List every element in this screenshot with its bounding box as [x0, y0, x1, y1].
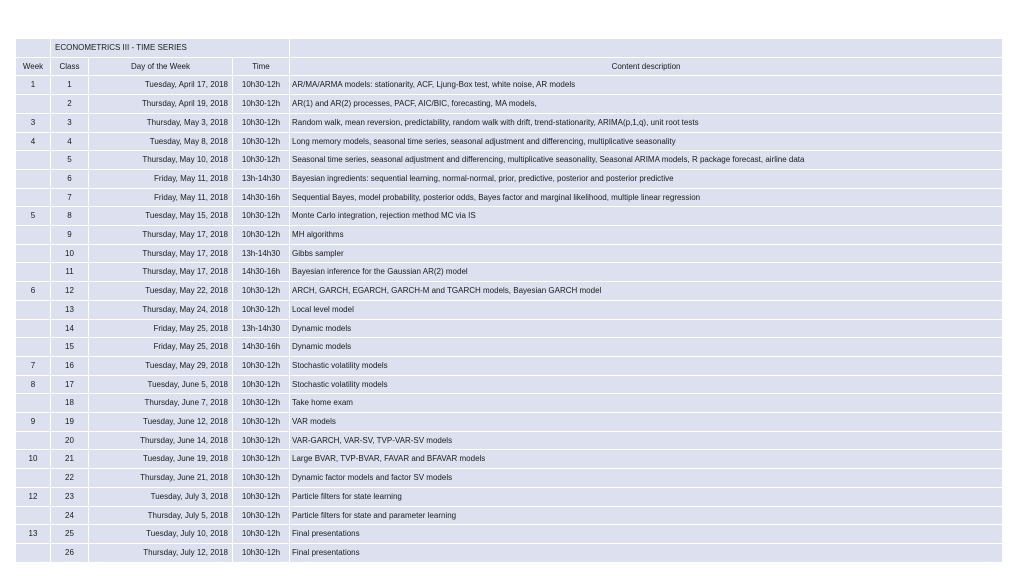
- time-cell: 10h30-12h: [233, 394, 290, 412]
- title-desc-blank-cell: [290, 39, 1002, 57]
- day-cell: Friday, May 11, 2018: [89, 189, 233, 207]
- time-cell: 10h30-12h: [233, 432, 290, 450]
- time-cell: 14h30-16h: [233, 338, 290, 356]
- description-cell: Particle filters for state learning: [290, 488, 1002, 506]
- class-cell: 9: [51, 226, 89, 244]
- description-cell: Dynamic models: [290, 320, 1002, 338]
- day-cell: Thursday, June 7, 2018: [89, 394, 233, 412]
- time-cell: 10h30-12h: [233, 151, 290, 169]
- day-cell: Tuesday, June 5, 2018: [89, 376, 233, 394]
- description-cell: Long memory models, seasonal time series, seasonal adjustment and differencing, multiplicative seasonality: [290, 133, 1002, 151]
- week-cell: [16, 170, 51, 188]
- table-row: [16, 376, 1002, 394]
- day-cell: Thursday, May 17, 2018: [89, 226, 233, 244]
- time-cell: 10h30-12h: [233, 469, 290, 487]
- day-cell: Tuesday, June 19, 2018: [89, 450, 233, 468]
- day-cell: Friday, May 25, 2018: [89, 320, 233, 338]
- class-cell: 2: [51, 95, 89, 113]
- time-cell: 10h30-12h: [233, 282, 290, 300]
- description-cell: Dynamic models: [290, 338, 1002, 356]
- class-cell: 6: [51, 170, 89, 188]
- time-cell: 13h-14h30: [233, 245, 290, 263]
- class-cell: 18: [51, 394, 89, 412]
- table-row: [16, 544, 1002, 562]
- description-cell: Bayesian ingredients: sequential learning, normal-normal, prior, predictive, posterior and posterior predictive: [290, 170, 1002, 188]
- week-cell: 10: [16, 450, 51, 468]
- class-cell: 19: [51, 413, 89, 431]
- table-row: [16, 76, 1002, 94]
- class-cell: 1: [51, 76, 89, 94]
- day-cell: Tuesday, April 17, 2018: [89, 76, 233, 94]
- schedule-table: [16, 38, 1002, 563]
- description-cell: Final presentations: [290, 525, 1002, 543]
- table-row: [16, 301, 1002, 319]
- table-row: [16, 432, 1002, 450]
- day-cell: Thursday, May 17, 2018: [89, 263, 233, 281]
- table-row: [16, 394, 1002, 412]
- table-row: [16, 413, 1002, 431]
- time-cell: 10h30-12h: [233, 450, 290, 468]
- time-cell: 14h30-16h: [233, 263, 290, 281]
- class-cell: 25: [51, 525, 89, 543]
- table-row: [16, 207, 1002, 225]
- description-cell: Seasonal time series, seasonal adjustment and differencing, multiplicative seasonality, Seasonal ARIMA models, R package forecast, airline data: [290, 151, 1002, 169]
- class-cell: 17: [51, 376, 89, 394]
- time-cell: 10h30-12h: [233, 413, 290, 431]
- week-cell: 5: [16, 207, 51, 225]
- header-week: Week: [16, 58, 51, 76]
- description-cell: ARCH, GARCH, EGARCH, GARCH-M and TGARCH models, Bayesian GARCH model: [290, 282, 1002, 300]
- table-row: [16, 507, 1002, 525]
- description-cell: AR(1) and AR(2) processes, PACF, AIC/BIC, forecasting, MA models,: [290, 95, 1002, 113]
- week-cell: 9: [16, 413, 51, 431]
- week-cell: [16, 189, 51, 207]
- class-cell: 22: [51, 469, 89, 487]
- time-cell: 10h30-12h: [233, 357, 290, 375]
- description-cell: Random walk, mean reversion, predictability, random walk with drift, trend-stationarity, ARIMA(p,1,q), unit root tests: [290, 114, 1002, 132]
- time-cell: 10h30-12h: [233, 226, 290, 244]
- time-cell: 10h30-12h: [233, 95, 290, 113]
- description-cell: Local level model: [290, 301, 1002, 319]
- time-cell: 10h30-12h: [233, 376, 290, 394]
- class-cell: 24: [51, 507, 89, 525]
- table-row: [16, 525, 1002, 543]
- header-description: Content description: [290, 58, 1002, 76]
- description-cell: Sequential Bayes, model probability, posterior odds, Bayes factor and marginal likelihood, multiple linear regression: [290, 189, 1002, 207]
- class-cell: 21: [51, 450, 89, 468]
- week-cell: 4: [16, 133, 51, 151]
- description-cell: AR/MA/ARMA models: stationarity, ACF, Ljung-Box test, white noise, AR models: [290, 76, 1002, 94]
- day-cell: Tuesday, July 3, 2018: [89, 488, 233, 506]
- class-cell: 7: [51, 189, 89, 207]
- day-cell: Friday, May 25, 2018: [89, 338, 233, 356]
- day-cell: Thursday, July 12, 2018: [89, 544, 233, 562]
- description-cell: Bayesian inference for the Gaussian AR(2) model: [290, 263, 1002, 281]
- table-row: [16, 338, 1002, 356]
- week-cell: [16, 301, 51, 319]
- class-cell: 16: [51, 357, 89, 375]
- description-cell: VAR models: [290, 413, 1002, 431]
- table-row: [16, 226, 1002, 244]
- class-cell: 5: [51, 151, 89, 169]
- week-cell: 12: [16, 488, 51, 506]
- day-cell: Thursday, May 10, 2018: [89, 151, 233, 169]
- time-cell: 10h30-12h: [233, 544, 290, 562]
- week-cell: [16, 394, 51, 412]
- table-row: [16, 133, 1002, 151]
- week-cell: [16, 95, 51, 113]
- class-cell: 14: [51, 320, 89, 338]
- title-row: [16, 39, 1002, 57]
- day-cell: Thursday, May 3, 2018: [89, 114, 233, 132]
- class-cell: 3: [51, 114, 89, 132]
- table-row: [16, 357, 1002, 375]
- class-cell: 13: [51, 301, 89, 319]
- day-cell: Tuesday, May 22, 2018: [89, 282, 233, 300]
- table-row: [16, 320, 1002, 338]
- class-cell: 20: [51, 432, 89, 450]
- class-cell: 23: [51, 488, 89, 506]
- time-cell: 10h30-12h: [233, 488, 290, 506]
- time-cell: 10h30-12h: [233, 114, 290, 132]
- description-cell: Stochastic volatility models: [290, 376, 1002, 394]
- schedule-table-body: [16, 39, 1002, 562]
- table-row: [16, 263, 1002, 281]
- week-cell: [16, 226, 51, 244]
- week-cell: [16, 338, 51, 356]
- class-cell: 12: [51, 282, 89, 300]
- description-cell: Final presentations: [290, 544, 1002, 562]
- schedule-sheet: [16, 38, 1002, 563]
- header-row: [16, 58, 1002, 76]
- header-day: Day of the Week: [89, 58, 233, 76]
- description-cell: Dynamic factor models and factor SV models: [290, 469, 1002, 487]
- class-cell: 10: [51, 245, 89, 263]
- table-row: [16, 189, 1002, 207]
- week-cell: [16, 320, 51, 338]
- day-cell: Thursday, May 24, 2018: [89, 301, 233, 319]
- week-cell: 1: [16, 76, 51, 94]
- week-cell: [16, 432, 51, 450]
- time-cell: 10h30-12h: [233, 133, 290, 151]
- day-cell: Tuesday, May 29, 2018: [89, 357, 233, 375]
- class-cell: 8: [51, 207, 89, 225]
- description-cell: Gibbs sampler: [290, 245, 1002, 263]
- header-class: Class: [51, 58, 89, 76]
- week-cell: [16, 469, 51, 487]
- week-cell: 8: [16, 376, 51, 394]
- table-row: [16, 151, 1002, 169]
- week-cell: [16, 507, 51, 525]
- day-cell: Thursday, June 14, 2018: [89, 432, 233, 450]
- time-cell: 10h30-12h: [233, 207, 290, 225]
- week-cell: [16, 151, 51, 169]
- time-cell: 10h30-12h: [233, 525, 290, 543]
- day-cell: Thursday, May 17, 2018: [89, 245, 233, 263]
- description-cell: MH algorithms: [290, 226, 1002, 244]
- class-cell: 11: [51, 263, 89, 281]
- time-cell: 10h30-12h: [233, 76, 290, 94]
- week-cell: 3: [16, 114, 51, 132]
- day-cell: Friday, May 11, 2018: [89, 170, 233, 188]
- description-cell: Stochastic volatility models: [290, 357, 1002, 375]
- week-cell: 13: [16, 525, 51, 543]
- day-cell: Thursday, July 5, 2018: [89, 507, 233, 525]
- table-row: [16, 245, 1002, 263]
- week-cell: [16, 263, 51, 281]
- table-row: [16, 488, 1002, 506]
- day-cell: Tuesday, May 8, 2018: [89, 133, 233, 151]
- table-row: [16, 282, 1002, 300]
- day-cell: Thursday, April 19, 2018: [89, 95, 233, 113]
- day-cell: Tuesday, May 15, 2018: [89, 207, 233, 225]
- week-cell: [16, 245, 51, 263]
- day-cell: Tuesday, July 10, 2018: [89, 525, 233, 543]
- description-cell: VAR-GARCH, VAR-SV, TVP-VAR-SV models: [290, 432, 1002, 450]
- header-time: Time: [233, 58, 290, 76]
- class-cell: 26: [51, 544, 89, 562]
- description-cell: Monte Carlo integration, rejection method MC via IS: [290, 207, 1002, 225]
- description-cell: Large BVAR, TVP-BVAR, FAVAR and BFAVAR models: [290, 450, 1002, 468]
- table-row: [16, 469, 1002, 487]
- table-row: [16, 450, 1002, 468]
- table-row: [16, 170, 1002, 188]
- time-cell: 10h30-12h: [233, 507, 290, 525]
- table-row: [16, 114, 1002, 132]
- day-cell: Thursday, June 21, 2018: [89, 469, 233, 487]
- class-cell: 15: [51, 338, 89, 356]
- time-cell: 14h30-16h: [233, 189, 290, 207]
- course-title: ECONOMETRICS III - TIME SERIES: [51, 39, 290, 57]
- description-cell: Particle filters for state and parameter learning: [290, 507, 1002, 525]
- time-cell: 13h-14h30: [233, 170, 290, 188]
- week-cell: 6: [16, 282, 51, 300]
- description-cell: Take home exam: [290, 394, 1002, 412]
- week-cell: 7: [16, 357, 51, 375]
- time-cell: 10h30-12h: [233, 301, 290, 319]
- time-cell: 13h-14h30: [233, 320, 290, 338]
- table-row: [16, 95, 1002, 113]
- class-cell: 4: [51, 133, 89, 151]
- title-blank-cell: [16, 39, 51, 57]
- day-cell: Tuesday, June 12, 2018: [89, 413, 233, 431]
- week-cell: [16, 544, 51, 562]
